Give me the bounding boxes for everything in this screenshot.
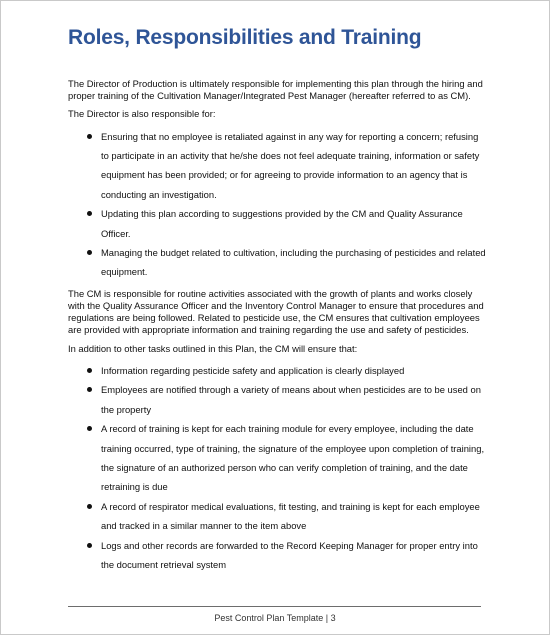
footer-divider [68,606,481,607]
list-item: Information regarding pesticide safety and application is clearly displayed [101,361,486,380]
list-item: Logs and other records are forwarded to the Record Keeping Manager for proper entry into the document retrieval system [101,536,486,575]
list-item: A record of training is kept for each training module for every employee, including the date training occurred, type of training, the signature of the employee upon completion of training, the signature of an authorized person who can verify completion of training, and the date retraining is due [101,419,486,497]
page-title: Roles, Responsibilities and Training [68,26,422,49]
page-content [68,23,486,580]
director-lead-paragraph: The Director is also responsible for: [68,108,216,120]
list-item: Managing the budget related to cultivation, including the purchasing of pesticides and related equipment. [101,243,486,282]
director-responsibilities-list [68,127,486,282]
list-item: Updating this plan according to suggestions provided by the CM and Quality Assurance Officer. [101,204,486,243]
list-item: Ensuring that no employee is retaliated against in any way for reporting a concern; refusing to participate in an activity that he/she does not feel adequate training, information or safety equipment has been provided; or for agreeing to provide information to an agency that is conducting an investigation. [101,127,486,205]
page-footer: Pest Control Plan Template | 3 [214,613,336,623]
cm-tasks-list [68,361,486,574]
cm-lead-paragraph: In addition to other tasks outlined in this Plan, the CM will ensure that: [68,342,358,354]
intro-paragraph: The Director of Production is ultimately responsible for implementing this plan through the hiring and proper training of the Cultivation Manager/Integrated Pest Manager (hereafter referred to as CM). [68,78,483,102]
list-item: Employees are notified through a variety of means about when pesticides are to be used on the property [101,380,486,419]
list-item: A record of respirator medical evaluations, fit testing, and training is kept for each employee and tracked in a similar manner to the item above [101,497,486,536]
cm-paragraph: The CM is responsible for routine activities associated with the growth of plants and works closely with the Quality Assurance Officer and the Inventory Control Manager to ensure that procedures and regulations are being followed. Related to pesticide use, the CM ensures that cultivation employees are provided with appropriate information and training regarding the use and safety of pesticides. [68,287,484,336]
